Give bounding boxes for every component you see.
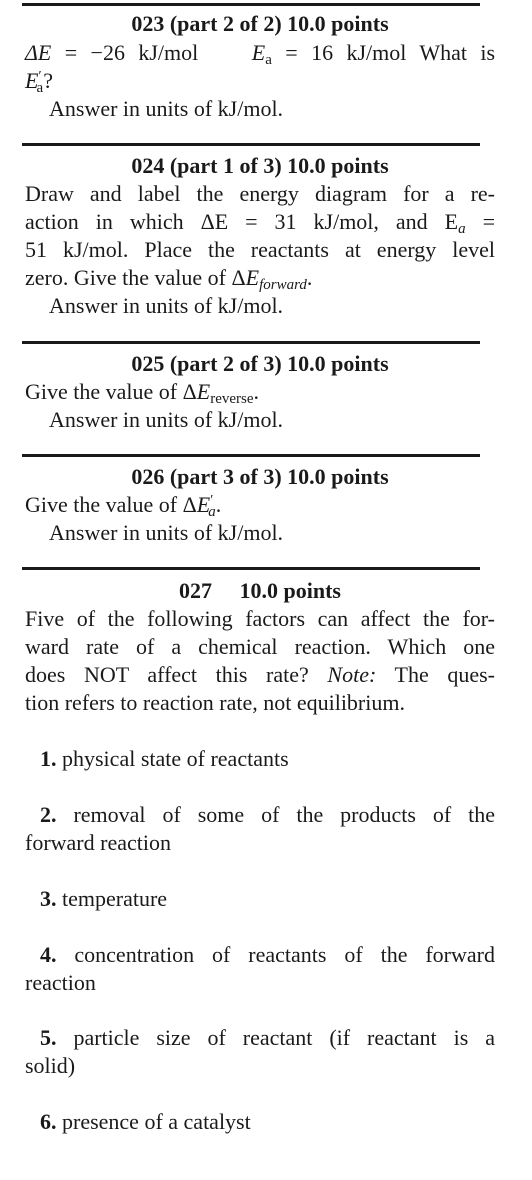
- question-025-prompt: Give the value of $\Delta E_{reverse}$.: [25, 379, 260, 407]
- question-027-number: 027: [179, 578, 212, 603]
- question-026-answer-units: Answer in units of kJ/mol.: [49, 520, 284, 545]
- divider-rule: [22, 567, 480, 570]
- question-024-line-4: zero. Give the value of $\Delta E_{forward}$.: [25, 265, 313, 293]
- question-024-line-2: action in which ΔE = 31 kJ/mol, and $E_a$ =: [25, 209, 495, 237]
- divider-rule: [22, 341, 480, 344]
- divider-rule: [22, 454, 480, 457]
- question-027-prompt: Five of the following factors can affect the for- ward rate of a chemical reaction. Which one does NOT affect this rate? Note: The ques- tion refers to reaction rate, not equilibrium.: [25, 606, 496, 715]
- choice-2[interactable]: 2. removal of some of the products of the forward reaction: [25, 802, 496, 855]
- question-023-header: 023 (part 2 of 2) 10.0 points: [131, 11, 389, 36]
- question-024-header: 024 (part 1 of 3) 10.0 points: [131, 153, 389, 178]
- ea-symbol: E: [251, 40, 266, 65]
- ea-prime-subscript: a: [36, 80, 44, 96]
- ea-subscript: a: [265, 52, 272, 68]
- question-mark: ?: [43, 68, 53, 93]
- delta-e-symbol: ΔE: [25, 40, 52, 65]
- ea-prime-symbol: E: [25, 68, 39, 93]
- divider-rule: [22, 143, 480, 146]
- question-024-line-3: 51 kJ/mol. Place the reactants at energy level: [25, 237, 495, 262]
- question-024-prompt: [25, 180, 495, 292]
- question-027-header: [25, 577, 495, 605]
- prime-mark: ′: [38, 69, 42, 84]
- divider-rule: [22, 3, 480, 6]
- question-026-header: 026 (part 3 of 3) 10.0 points: [131, 464, 389, 489]
- question-025-answer-units: Answer in units of kJ/mol.: [49, 407, 284, 432]
- question-024-answer-units: Answer in units of kJ/mol.: [49, 293, 284, 318]
- question-023-prompt: [25, 39, 495, 95]
- choice-1[interactable]: 1. physical state of reactants: [40, 746, 289, 771]
- question-027-points: 10.0 points: [239, 578, 341, 603]
- delta-e-value: = −26 kJ/mol: [64, 40, 199, 65]
- ea-value-text: = 16 kJ/mol What is: [285, 40, 496, 65]
- question-025-header: 025 (part 2 of 3) 10.0 points: [131, 351, 389, 376]
- choice-6[interactable]: 6. presence of a catalyst: [40, 1109, 251, 1134]
- choice-3[interactable]: 3. temperature: [40, 886, 168, 911]
- question-023-answer-units: Answer in units of kJ/mol.: [49, 96, 284, 121]
- choice-5[interactable]: 5. particle size of reactant (if reactant is a solid): [25, 1025, 495, 1078]
- question-026-prompt: Give the value of $\Delta E'_a$.: [25, 492, 222, 520]
- choice-4[interactable]: 4. concentration of reactants of the forward reaction: [25, 942, 495, 995]
- question-024-line-1: Draw and label the energy diagram for a re-: [25, 181, 495, 206]
